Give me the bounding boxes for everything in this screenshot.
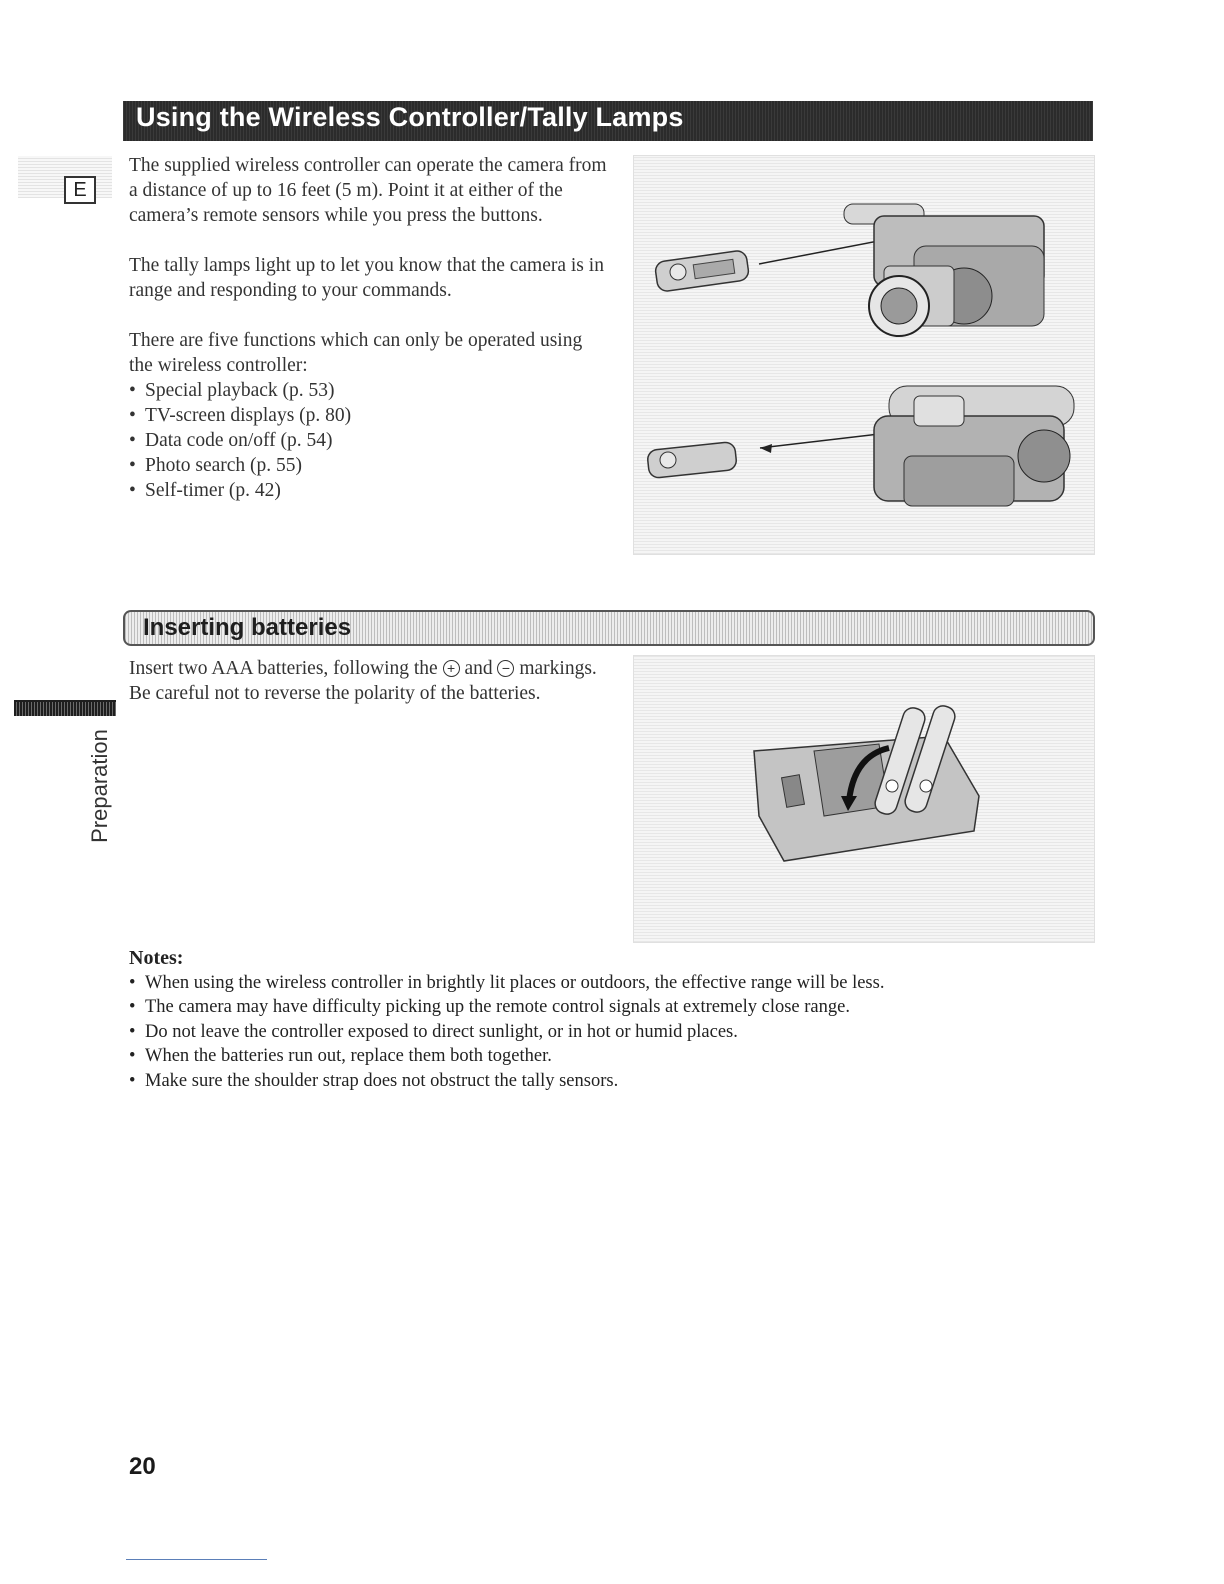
intro-paragraph-3: There are five functions which can only be operated using the wireless controller: bbox=[129, 330, 583, 376]
plus-icon: + bbox=[443, 660, 460, 677]
page-title-bar bbox=[123, 101, 1093, 141]
remote-control-body-icon bbox=[754, 736, 979, 861]
page-title: Using the Wireless Controller/Tally Lamps bbox=[136, 102, 684, 132]
intro-paragraph-1: The supplied wireless controller can operate the camera from a distance of up to 16 feet (5 m). Point it at either of the camera’s remote sensors while you press the buttons. bbox=[129, 155, 607, 226]
list-item: • Do not leave the controller exposed to direct sunlight, or in hot or humid places. bbox=[129, 1020, 1089, 1045]
batteries-text-part-1: Insert two AAA batteries, following the bbox=[129, 658, 438, 679]
page-number: 20 bbox=[129, 1453, 156, 1480]
language-tab bbox=[18, 156, 112, 201]
list-item: • Photo search (p. 55) bbox=[129, 453, 609, 478]
list-item: • TV-screen displays (p. 80) bbox=[129, 403, 609, 428]
remote-camera-illustration bbox=[633, 155, 1095, 555]
list-item: • When using the wireless controller in brightly lit places or outdoors, the effective range will be less. bbox=[129, 971, 1089, 996]
language-code: E bbox=[64, 176, 96, 204]
remote-control-top-icon bbox=[654, 250, 749, 293]
list-item: • Make sure the shoulder strap does not obstruct the tally sensors. bbox=[129, 1069, 1089, 1094]
list-item: • Self-timer (p. 42) bbox=[129, 478, 609, 503]
footer-rule bbox=[126, 1559, 267, 1560]
remote-control-bottom-icon bbox=[647, 441, 737, 478]
intro-paragraph-2: The tally lamps light up to let you know that the camera is in range and responding to your commands. bbox=[129, 255, 604, 301]
camcorder-bottom-icon bbox=[874, 386, 1074, 506]
section-heading-bar bbox=[123, 610, 1095, 646]
camera-remote-drawing bbox=[634, 156, 1094, 554]
list-item: • The camera may have difficulty picking up the remote control signals at extremely close range. bbox=[129, 995, 1089, 1020]
list-item: • Data code on/off (p. 54) bbox=[129, 428, 609, 453]
minus-icon: − bbox=[497, 660, 514, 677]
section-heading: Inserting batteries bbox=[143, 614, 352, 641]
chapter-label: Preparation bbox=[87, 729, 112, 843]
notes-section bbox=[129, 946, 1089, 1093]
batteries-instructions bbox=[129, 656, 619, 706]
camcorder-top-icon bbox=[844, 204, 1044, 336]
list-item: • Special playback (p. 53) bbox=[129, 378, 609, 403]
function-list bbox=[129, 378, 609, 503]
battery-drawing bbox=[634, 656, 1094, 942]
notes-heading: Notes: bbox=[129, 947, 184, 969]
notes-list bbox=[129, 971, 1089, 1094]
chapter-marker bbox=[14, 700, 116, 716]
batteries-text-part-3: markings. Be careful not to reverse the polarity of the batteries. bbox=[129, 658, 597, 704]
intro-text bbox=[129, 153, 609, 503]
batteries-text-part-2: and bbox=[464, 658, 493, 679]
battery-insertion-illustration bbox=[633, 655, 1095, 943]
batteries-text bbox=[129, 656, 619, 706]
list-item: • When the batteries run out, replace them both together. bbox=[129, 1044, 1089, 1069]
